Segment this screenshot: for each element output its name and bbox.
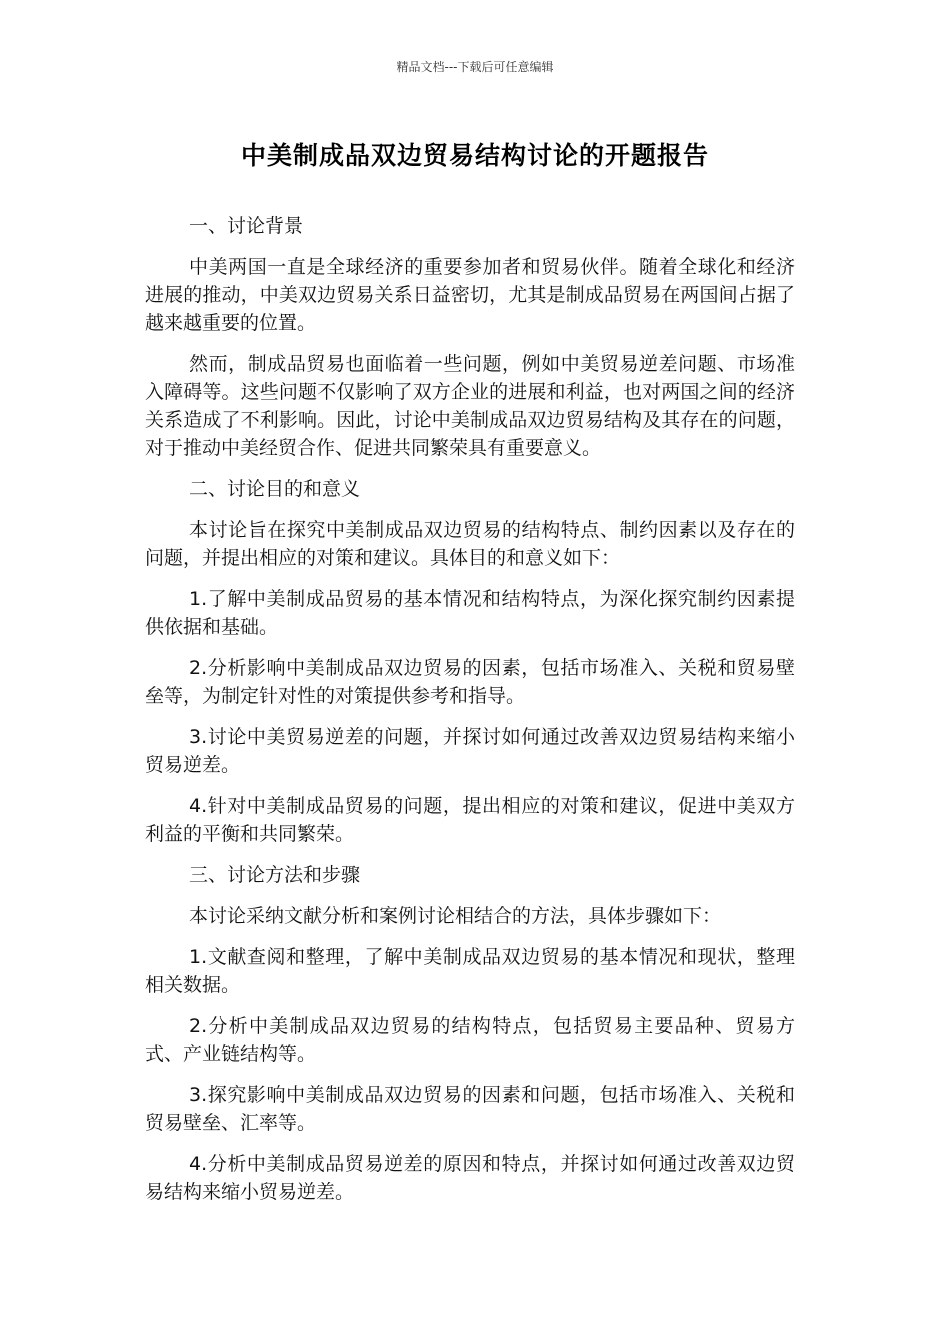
document-title: 中美制成品双边贸易结构讨论的开题报告: [240, 141, 709, 170]
paragraph: 中美两国一直是全球经济的重要参加者和贸易伙伴。随着全球化和经济进展的推动，中美双边贸易关系日益密切，尤其是制成品贸易在两国间占据了越来越重要的位置。: [145, 256, 795, 334]
paragraph: 本讨论旨在探究中美制成品双边贸易的结构特点、制约因素以及存在的问题，并提出相应的对策和建议。具体目的和意义如下：: [145, 519, 795, 569]
section-heading-methods: 三、讨论方法和步骤: [189, 864, 361, 886]
list-item: 2.分析影响中美制成品双边贸易的因素，包括市场准入、关税和贸易壁垒等，为制定针对性的对策提供参考和指导。: [145, 657, 795, 707]
section-heading-background: 一、讨论背景: [189, 215, 304, 237]
list-item: 3.探究影响中美制成品双边贸易的因素和问题，包括市场准入、关税和贸易壁垒、汇率等。: [145, 1084, 795, 1134]
document-body: [145, 212, 795, 1219]
header-note: 精品文档---下载后可任意编辑: [396, 60, 554, 74]
section-heading-purpose: 二、讨论目的和意义: [189, 478, 361, 500]
list-item: 1.了解中美制成品贸易的基本情况和结构特点，为深化探究制约因素提供依据和基础。: [145, 588, 795, 638]
list-item: 4.针对中美制成品贸易的问题，提出相应的对策和建议，促进中美双方利益的平衡和共同繁荣。: [145, 795, 795, 845]
list-item: 4.分析中美制成品贸易逆差的原因和特点，并探讨如何通过改善双边贸易结构来缩小贸易逆差。: [145, 1153, 795, 1203]
paragraph: 然而，制成品贸易也面临着一些问题，例如中美贸易逆差问题、市场准入障碍等。这些问题不仅影响了双方企业的进展和利益，也对两国之间的经济关系造成了不利影响。因此，讨论中美制成品双边贸易结构及其存在的问题，对于推动中美经贸合作、促进共同繁荣具有重要意义。: [145, 353, 795, 459]
list-item: 2.分析中美制成品双边贸易的结构特点，包括贸易主要品种、贸易方式、产业链结构等。: [145, 1015, 795, 1065]
list-item: 3.讨论中美贸易逆差的问题，并探讨如何通过改善双边贸易结构来缩小贸易逆差。: [145, 726, 795, 776]
paragraph: 本讨论采纳文献分析和案例讨论相结合的方法，具体步骤如下：: [189, 905, 722, 927]
list-item: 1.文献查阅和整理，了解中美制成品双边贸易的基本情况和现状，整理相关数据。: [145, 946, 795, 996]
